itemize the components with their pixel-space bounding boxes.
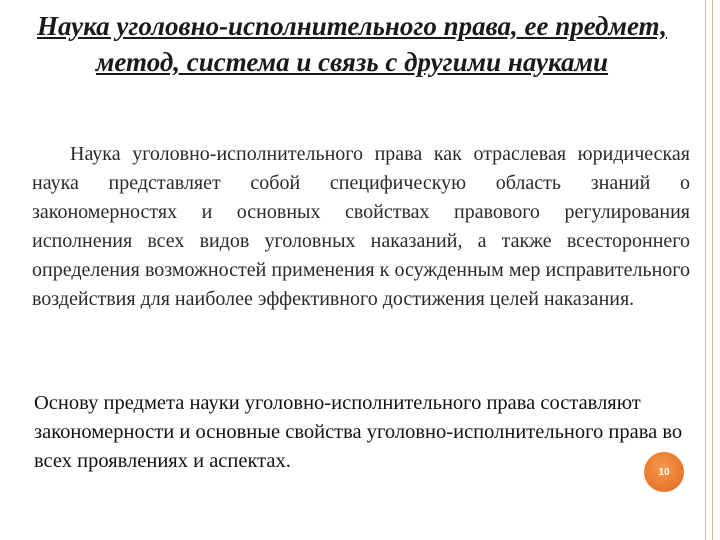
slide-right-border bbox=[705, 0, 713, 540]
paragraph-definition: Наука уголовно-исполнительного права как отраслевая юридическая наука представляет собой специфическую область знаний о закономерностях и основных свойствах правового регулирования исполнения всех видов уголовных наказаний, а также всестороннего определения возможностей применения к осужденным мер исправительного воздействия для наиболее эффективного достижения целей наказания. bbox=[32, 143, 690, 310]
slide-title: Наука уголовно-исполнительного права, ее предмет, метод, система и связь с другими науками bbox=[36, 11, 668, 77]
page-number-badge: 10 bbox=[644, 452, 684, 492]
paragraph-subject: Основу предмета науки уголовно-исполнительного права составляют закономерности и основные свойства уголовно-исполнительного права во всех проявлениях и аспектах. bbox=[34, 392, 683, 472]
